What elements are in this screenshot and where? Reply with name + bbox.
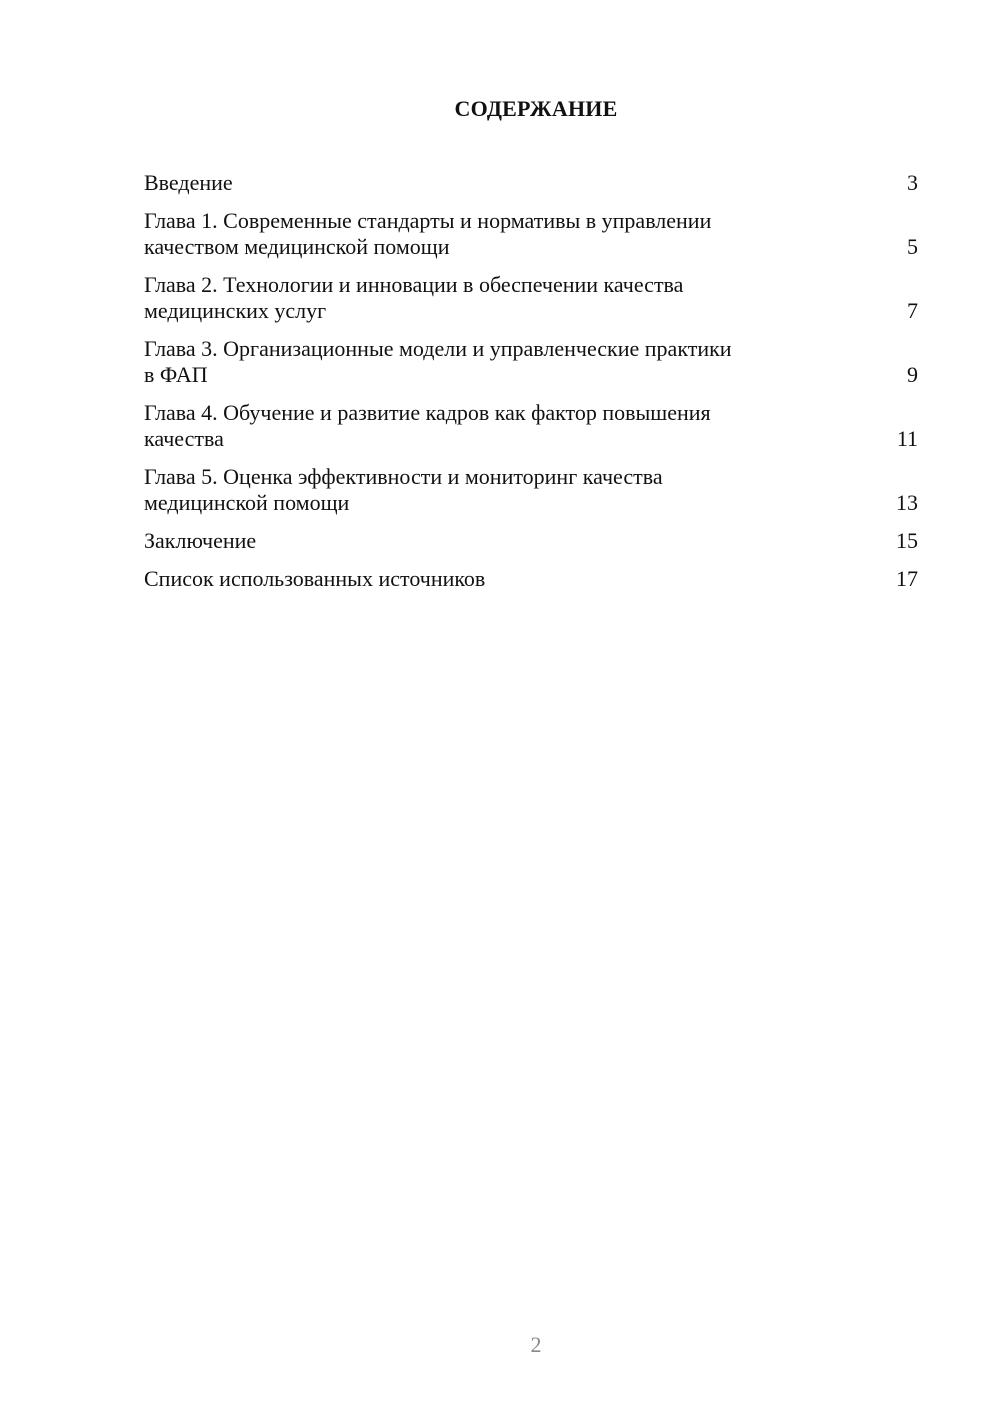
toc-entry-chapter-5 bbox=[144, 464, 918, 516]
toc-entry-text: Введение bbox=[144, 170, 233, 195]
toc-entry-page: 11 bbox=[896, 426, 918, 451]
toc-entry-text: Глава 1. Современные стандарты и нормативы в управлении качеством медицинской помощи bbox=[144, 208, 712, 259]
toc-entry-references bbox=[144, 566, 918, 592]
toc-entry-page: 9 bbox=[907, 362, 918, 387]
toc-entry-chapter-1 bbox=[144, 208, 918, 260]
toc-entry-chapter-2 bbox=[144, 272, 918, 324]
toc-entry-page: 17 bbox=[896, 566, 918, 591]
toc-entry-text: Заключение bbox=[144, 528, 257, 553]
toc-entry-page: 13 bbox=[896, 490, 918, 515]
toc-entry-page: 7 bbox=[907, 298, 918, 323]
toc-entry-introduction bbox=[144, 170, 918, 196]
toc-entry-text: Глава 4. Обучение и развитие кадров как фактор повышения качества bbox=[144, 400, 711, 451]
toc-entry-chapter-4 bbox=[144, 400, 918, 452]
page-title: СОДЕРЖАНИЕ bbox=[454, 96, 618, 121]
toc-entry-text: Список использованных источников bbox=[144, 566, 486, 591]
table-of-contents bbox=[144, 170, 918, 604]
page-number: 2 bbox=[530, 1332, 542, 1357]
toc-entry-text: Глава 3. Организационные модели и управленческие практики в ФАП bbox=[144, 336, 732, 387]
toc-entry-text: Глава 2. Технологии и инновации в обеспечении качества медицинских услуг bbox=[144, 272, 684, 323]
toc-entry-chapter-3 bbox=[144, 336, 918, 388]
toc-entry-text: Глава 5. Оценка эффективности и мониторинг качества медицинской помощи bbox=[144, 464, 663, 515]
toc-entry-conclusion bbox=[144, 528, 918, 554]
toc-entry-page: 15 bbox=[896, 528, 918, 553]
toc-entry-page: 5 bbox=[907, 234, 918, 259]
toc-entry-page: 3 bbox=[907, 170, 918, 195]
